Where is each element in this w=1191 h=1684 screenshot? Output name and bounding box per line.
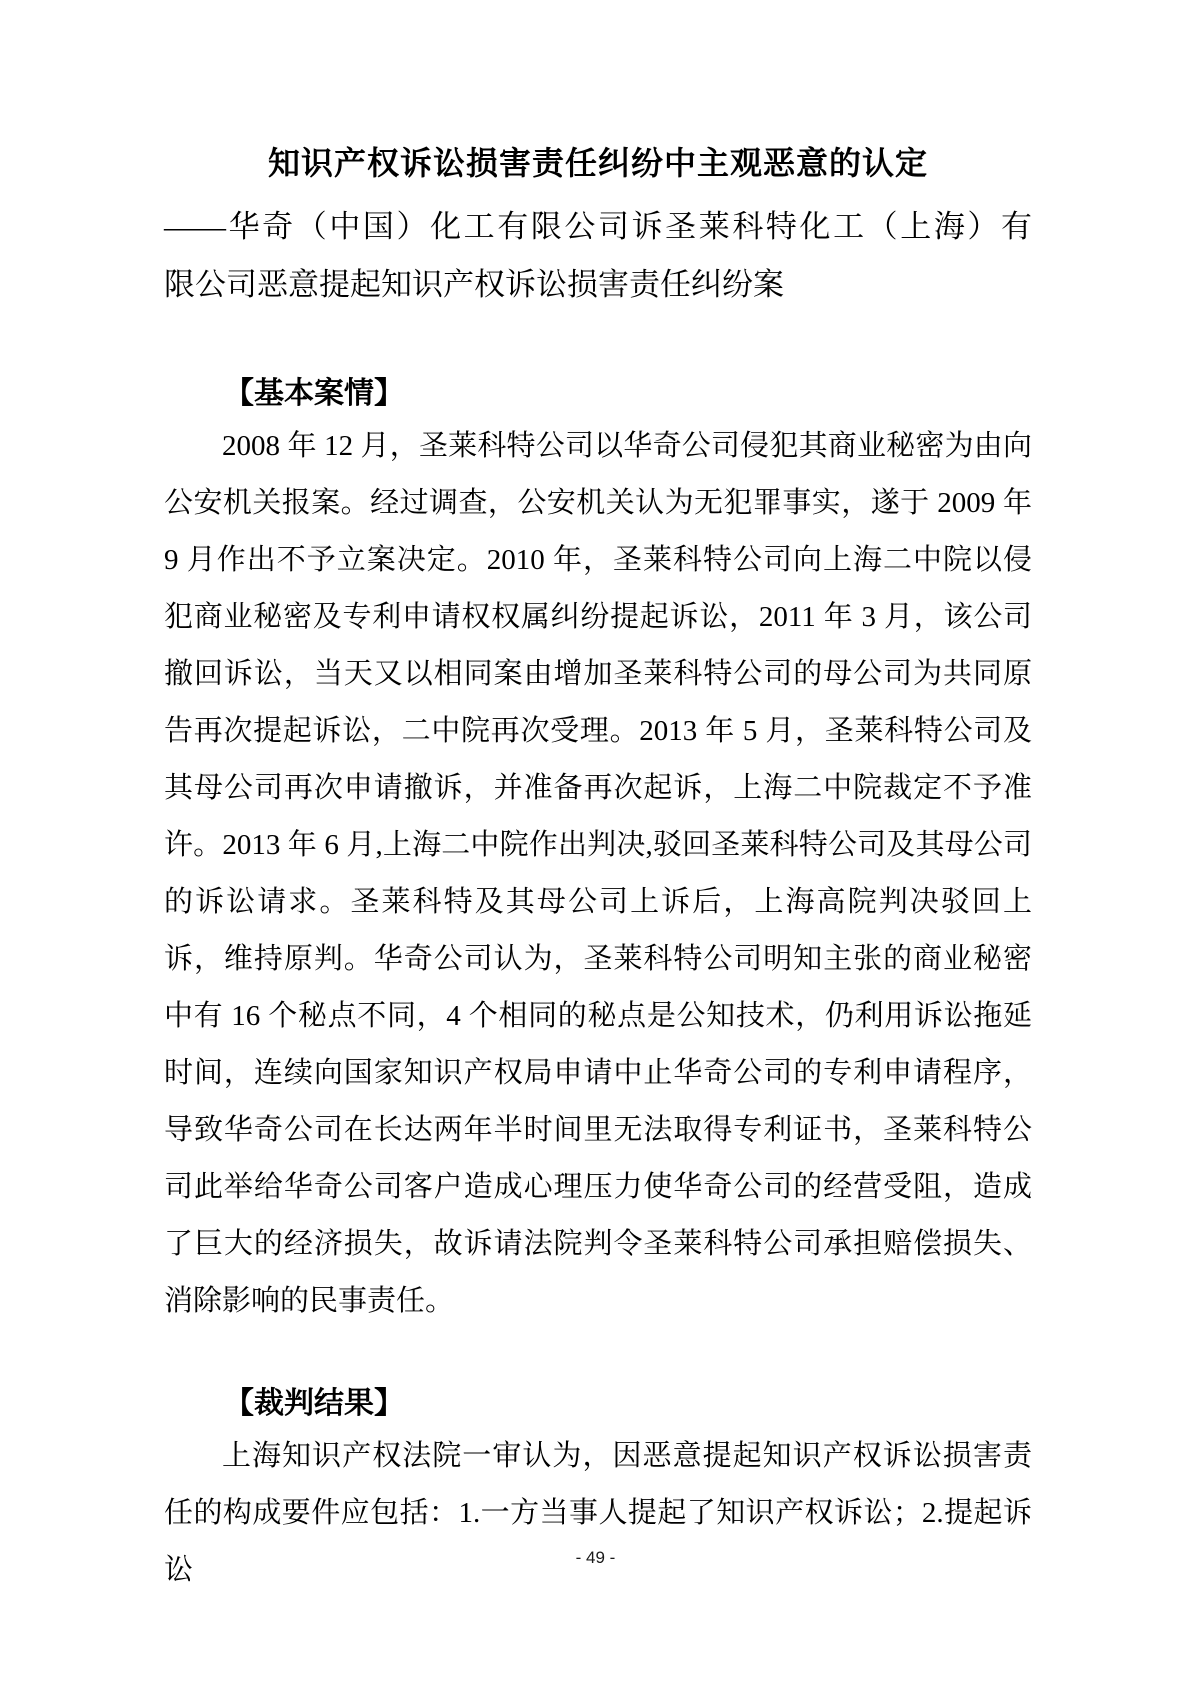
- section-heading-judgment-result: 【裁判结果】: [224, 1387, 404, 1420]
- subtitle-line-2: 限公司恶意提起知识产权诉讼损害责任纠纷案: [164, 267, 784, 302]
- section-basic-facts: [164, 374, 1032, 1330]
- page-number: - 49 -: [575, 1548, 616, 1567]
- section-heading-basic-facts: 【基本案情】: [224, 377, 404, 410]
- document-title: 知识产权诉讼损害责任纠纷中主观恶意的认定: [267, 145, 928, 181]
- subtitle-line-1: ——华奇（中国）化工有限公司诉圣莱科特化工（上海）有: [164, 209, 1032, 244]
- section-paragraph-basic-facts: 2008 年 12 月，圣莱科特公司以华奇公司侵犯其商业秘密为由向公安机关报案。经过调查，公安机关认为无犯罪事实，遂于 2009 年 9 月作出不予立案决定。2010 年，圣莱科特公司向上海二中院以侵犯商业秘密及专利申请权权属纠纷提起诉讼，2011 年 3 月，该公司撤回诉讼，当天又以相同案由增加圣莱科特公司的母公司为共同原告再次提起诉讼，二中院再次受理。2013 年 5 月，圣莱科特公司及其母公司再次申请撤诉，并准备再次起诉，上海二中院裁定不予准许。2013 年 6 月,上海二中院作出判决,驳回圣莱科特公司及其母公司的诉讼请求。圣莱科特及其母公司上诉后，上海高院判决驳回上诉，维持原判。华奇公司认为，圣莱科特公司明知主张的商业秘密中有 16 个秘点不同，4 个相同的秘点是公知技术，仍利用诉讼拖延时间，连续向国家知识产权局申请中止华奇公司的专利申请程序，导致华奇公司在长达两年半时间里无法取得专利证书，圣莱科特公司此举给华奇公司客户造成心理压力使华奇公司的经营受阻，造成了巨大的经济损失，故诉请法院判令圣莱科特公司承担赔偿损失、消除影响的民事责任。: [164, 430, 1032, 1317]
- document-content: [164, 142, 1032, 1599]
- document-subtitle: [164, 198, 1032, 314]
- section-paragraph-judgment-result: 上海知识产权法院一审认为，因恶意提起知识产权诉讼损害责任的构成要件应包括：1.一方当事人提起了知识产权诉讼；2.提起诉讼: [164, 1440, 1032, 1586]
